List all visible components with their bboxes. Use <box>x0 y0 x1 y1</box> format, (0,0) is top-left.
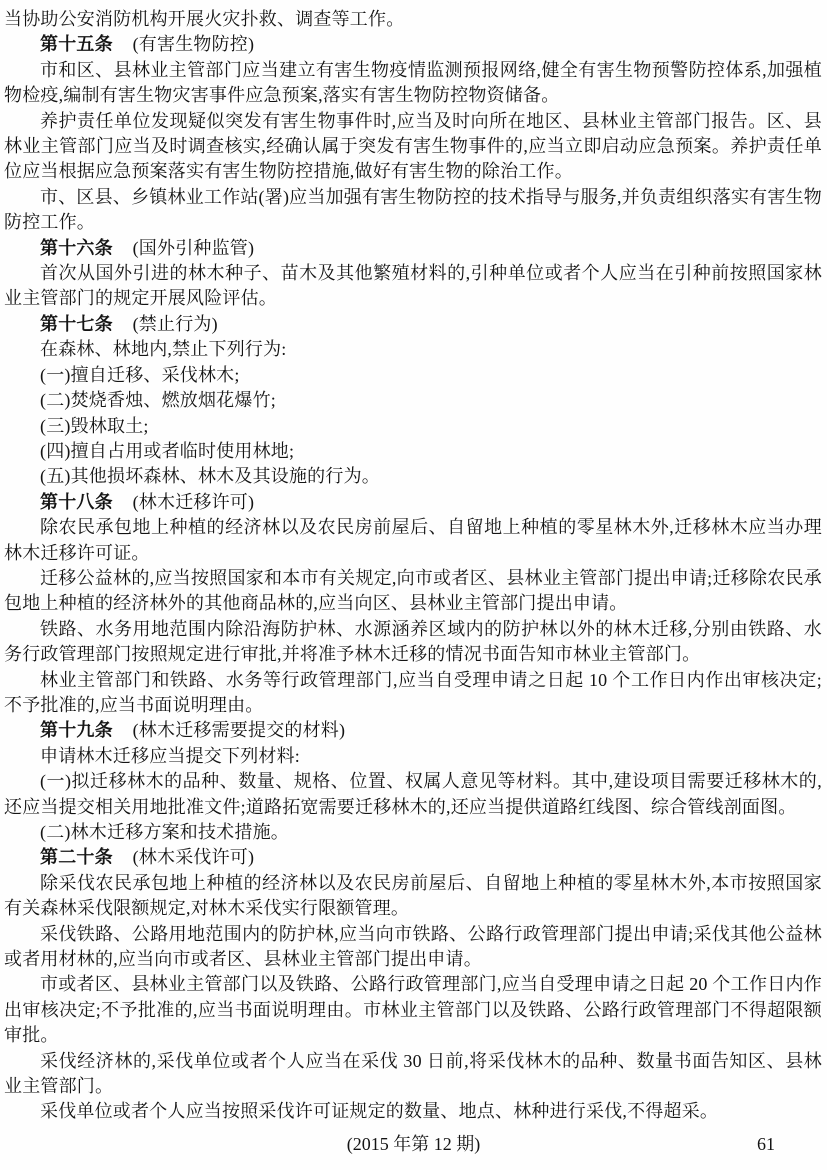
paragraph: 除农民承包地上种植的经济林以及农民房前屋后、自留地上种植的零星林木外,迁移林木应当办理林木迁移许可证。 <box>4 517 822 563</box>
article-title: (林木迁移许可) <box>132 491 255 512</box>
article-number: 第十七条 <box>40 313 113 334</box>
article-heading <box>4 845 822 870</box>
paragraph: 首次从国外引进的林木种子、苗木及其他繁殖材料的,引种单位或者个人应当在引种前按照国家林业主管部门的规定开展风险评估。 <box>4 263 822 309</box>
paragraph: 在森林、林地内,禁止下列行为: <box>40 339 287 360</box>
issue-label: (2015 年第 12 期) <box>346 1133 481 1154</box>
article-title: (有害生物防控) <box>132 34 255 55</box>
paragraph: 市和区、县林业主管部门应当建立有害生物疫情监测预报网络,健全有害生物预警防控体系,加强植物检疫,编制有害生物灾害事件应急预案,落实有害生物防控物资储备。 <box>4 59 822 106</box>
paragraph: 采伐铁路、公路用地范围内的防护林,应当向市铁路、公路行政管理部门提出申请;采伐其他公益林或者用材林的,应当向市或者区、县林业主管部门提出申请。 <box>4 923 822 970</box>
paragraph: 铁路、水务用地范围内除沿海防护林、水源涵养区域内的防护林以外的林木迁移,分别由铁路、水务行政管理部门按照规定进行审批,并将准予林木迁移的情况书面告知市林业主管部门。 <box>4 618 822 665</box>
article-heading <box>4 32 822 57</box>
article-number: 第十六条 <box>40 237 113 258</box>
article-number: 第十九条 <box>40 720 113 741</box>
paragraph: 申请林木迁移应当提交下列材料: <box>40 745 300 766</box>
article-heading <box>4 312 822 337</box>
article-title: (林木采伐许可) <box>132 847 255 868</box>
paragraph: 除采伐农民承包地上种植的经济林以及农民房前屋后、自留地上种植的零星林木外,本市按照国家有关森林采伐限额规定,对林木采伐实行限额管理。 <box>4 872 822 919</box>
paragraph: 市或者区、县林业主管部门以及铁路、公路行政管理部门,应当自受理申请之日起 20 个工作日内作出审核决定;不予批准的,应当书面说明理由。市林业主管部门以及铁路、公路行政管理部门不得超限额审批。 <box>4 974 822 1046</box>
paragraph: 当协助公安消防机构开展火灾扑救、调查等工作。 <box>4 9 405 29</box>
paragraph: (二)林木迁移方案和技术措施。 <box>40 822 289 842</box>
article-number: 第二十条 <box>40 847 113 868</box>
article-title: (国外引种监管) <box>132 237 255 258</box>
paragraph: (二)焚烧香烛、燃放烟花爆竹; <box>40 390 276 411</box>
paragraph: (三)毁林取土; <box>40 415 149 436</box>
paragraph: (四)擅自占用或者临时使用林地; <box>40 440 295 461</box>
article-number: 第十五条 <box>40 34 113 55</box>
article-heading <box>4 490 822 515</box>
article-heading <box>4 718 822 743</box>
paragraph: 养护责任单位发现疑似突发有害生物事件时,应当及时向所在地区、县林业主管部门报告。区、县林业主管部门应当及时调查核实,经确认属于突发有害生物事件的,应当立即启动应急预案。养护责任单位应当根据应急预案落实有害生物防控措施,做好有害生物的除治工作。 <box>4 110 822 182</box>
paragraph: 采伐经济林的,采伐单位或者个人应当在采伐 30 日前,将采伐林木的品种、数量书面告知区、县林业主管部门。 <box>4 1050 822 1097</box>
paragraph: 市、区县、乡镇林业工作站(署)应当加强有害生物防控的技术指导与服务,并负责组织落实有害生物防控工作。 <box>4 186 822 233</box>
paragraph: (一)拟迁移林木的品种、数量、规格、位置、权属人意见等材料。其中,建设项目需要迁移林木的,还应当提交相关用地批准文件;道路拓宽需要迁移林木的,还应当提供道路红线图、综合管线剖面图。 <box>4 771 822 817</box>
article-title: (禁止行为) <box>132 313 218 334</box>
paragraph: (一)擅自迁移、采伐林木; <box>40 364 240 385</box>
paragraph: (五)其他损坏森林、林木及其设施的行为。 <box>40 466 380 487</box>
page-number: 61 <box>757 1133 775 1154</box>
article-heading <box>4 236 822 261</box>
page-footer <box>0 1132 827 1157</box>
paragraph: 迁移公益林的,应当按照国家和本市有关规定,向市或者区、县林业主管部门提出申请;迁移除农民承包地上种植的经济林外的其他商品林的,应当向区、县林业主管部门提出申请。 <box>4 567 822 614</box>
article-title: (林木迁移需要提交的材料) <box>132 720 346 741</box>
paragraph: 林业主管部门和铁路、水务等行政管理部门,应当自受理申请之日起 10 个工作日内作出审核决定;不予批准的,应当书面说明理由。 <box>4 669 822 715</box>
article-number: 第十八条 <box>40 491 113 512</box>
paragraph: 采伐单位或者个人应当按照采伐许可证规定的数量、地点、林种进行采伐,不得超采。 <box>40 1101 719 1122</box>
